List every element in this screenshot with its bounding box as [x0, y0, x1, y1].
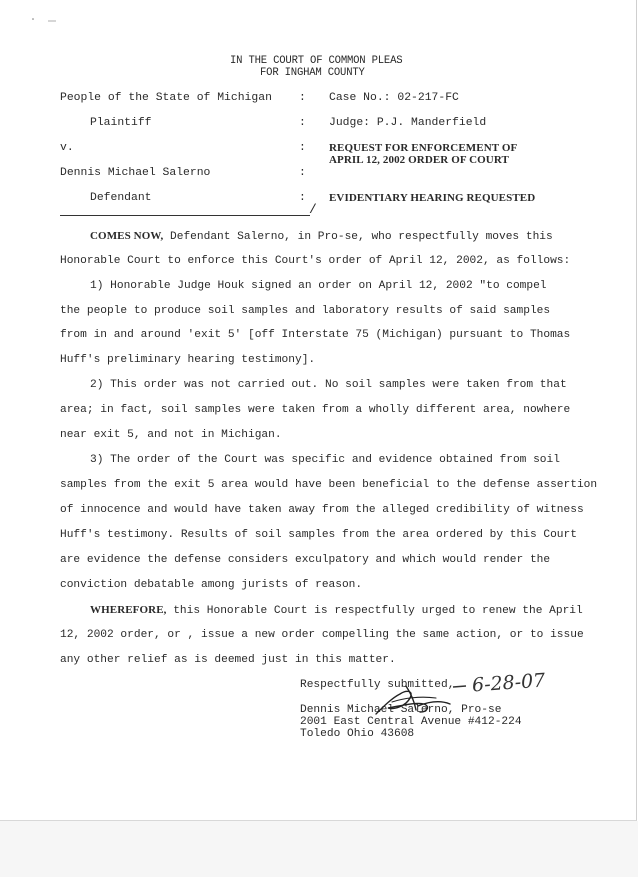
case-number: Case No.: 02-217-FC — [329, 92, 459, 104]
caption-colon: : — [299, 192, 306, 204]
body-line — [90, 229, 553, 244]
signer-name: Dennis Michael Salerno, Pro-se — [300, 704, 502, 716]
body-line: area; in fact, soil samples were taken from a wholly different area, nowhere — [60, 404, 571, 416]
body-line: samples from the exit 5 area would have been beneficial to the defense assertion — [60, 479, 598, 491]
body-line: are evidence the defense considers exculpatory and which would render the — [60, 554, 551, 566]
body-line-text: Defendant Salerno, in Pro-se, who respectfully moves this — [163, 231, 553, 243]
caption-divider-slash: / — [309, 202, 317, 217]
caption-divider — [60, 215, 310, 216]
body-line: of innocence and would have taken away from the alleged credibility of witness — [60, 504, 584, 516]
caption-colon: : — [299, 142, 306, 154]
caption-plaintiff-label: Plaintiff — [90, 117, 152, 129]
request-title-line2: APRIL 12, 2002 ORDER OF COURT — [329, 154, 509, 166]
body-line: Huff's preliminary hearing testimony]. — [60, 354, 316, 366]
body-line: conviction debatable among jurists of reason. — [60, 579, 363, 591]
body-line: Honorable Court to enforce this Court's order of April 12, 2002, as follows: — [60, 255, 571, 267]
caption-versus: v. — [60, 142, 74, 154]
signer-address-line1: 2001 East Central Avenue #412-224 — [300, 716, 522, 728]
body-line: near exit 5, and not in Michigan. — [60, 429, 282, 441]
closing: Respectfully submitted, — [300, 679, 455, 691]
wherefore-lead: WHEREFORE, — [90, 604, 167, 616]
scan-margin — [0, 821, 638, 877]
hearing-requested: EVIDENTIARY HEARING REQUESTED — [329, 192, 536, 204]
caption-colon: : — [299, 92, 306, 104]
body-line: Huff's testimony. Results of soil samples from the area ordered by this Court — [60, 529, 577, 541]
judge-name: Judge: P.J. Manderfield — [329, 117, 487, 129]
caption-colon: : — [299, 117, 306, 129]
request-title-line1: REQUEST FOR ENFORCEMENT OF — [329, 142, 518, 154]
body-line-text: this Honorable Court is respectfully urged to renew the April — [166, 605, 583, 617]
handwritten-date: 6-28-07 — [471, 669, 546, 697]
handwritten-signature — [370, 676, 460, 722]
court-heading-line2: FOR INGHAM COUNTY — [260, 67, 365, 79]
body-line — [90, 603, 583, 618]
caption-colon: : — [299, 167, 306, 179]
caption-defendant-name: Dennis Michael Salerno — [60, 167, 211, 179]
body-line: any other relief as is deemed just in this matter. — [60, 654, 396, 666]
body-line: 12, 2002 order, or , issue a new order compelling the same action, or to issue — [60, 629, 584, 641]
body-line: from in and around 'exit 5' [off Interstate 75 (Michigan) pursuant to Thomas — [60, 329, 571, 341]
body-line: 3) The order of the Court was specific and evidence obtained from soil — [90, 454, 560, 466]
caption-defendant-label: Defendant — [90, 192, 152, 204]
comes-now-lead: COMES NOW, — [90, 230, 164, 242]
court-heading-line1: IN THE COURT OF COMMON PLEAS — [230, 55, 403, 67]
body-line: 1) Honorable Judge Houk signed an order on April 12, 2002 "to compel — [90, 280, 547, 292]
signer-address-line2: Toledo Ohio 43608 — [300, 728, 415, 740]
body-line: 2) This order was not carried out. No soil samples were taken from that — [90, 379, 567, 391]
body-line: the people to produce soil samples and laboratory results of said samples — [60, 305, 551, 317]
caption-plaintiff-name: People of the State of Michigan — [60, 92, 272, 104]
scan-speck — [30, 16, 60, 24]
